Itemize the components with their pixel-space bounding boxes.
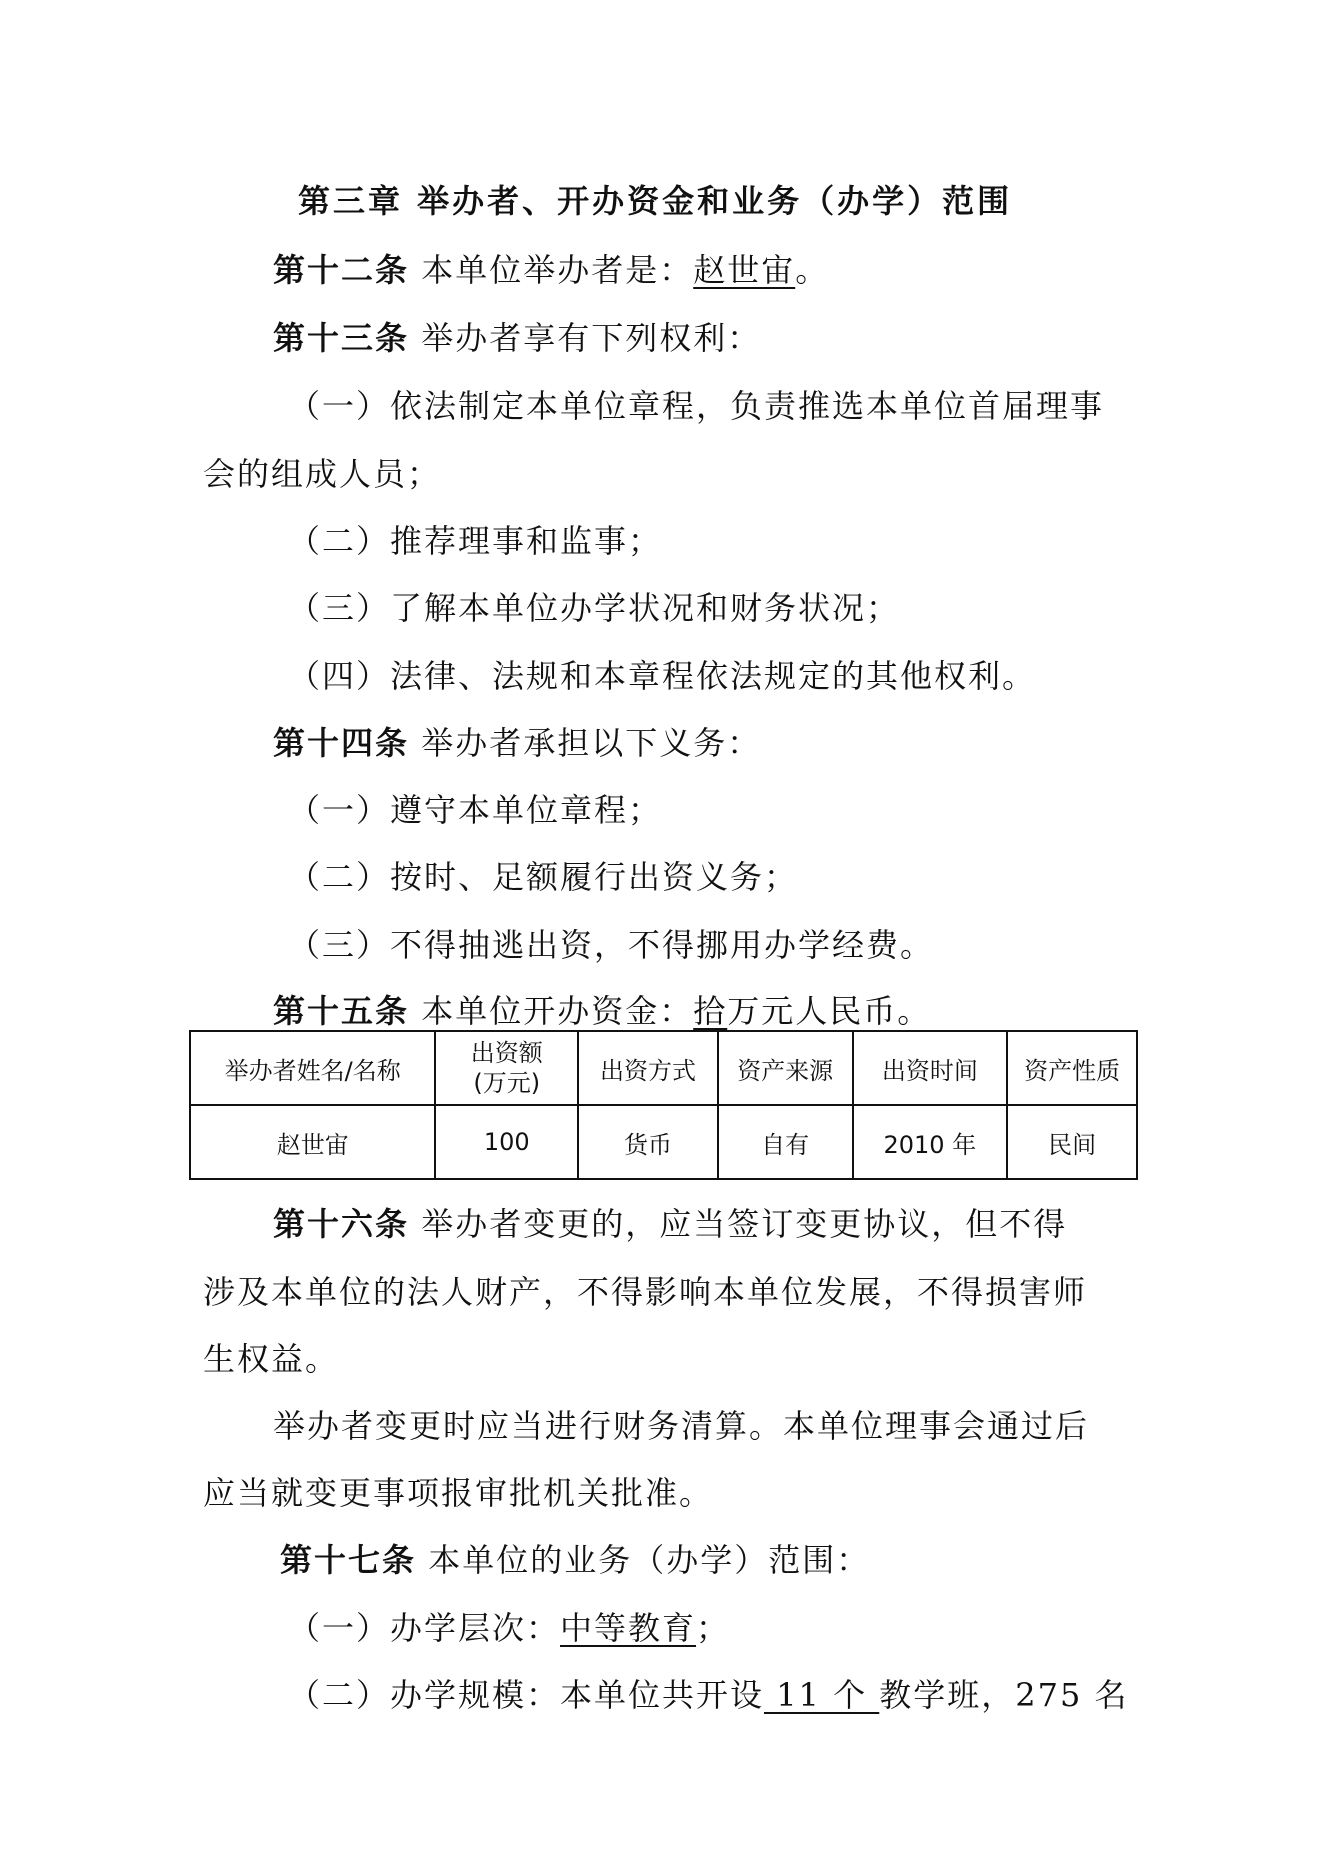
funding-table xyxy=(189,1030,1138,1180)
article-13-text: 举办者享有下列权利： xyxy=(421,319,762,357)
header-contribution-unit: (万元) xyxy=(473,1069,541,1097)
article-15-label: 第十五条 xyxy=(273,992,410,1030)
cell-source: 自有 xyxy=(718,1105,853,1179)
article-14-item-1: （一）遵守本单位章程； xyxy=(288,791,663,829)
cell-nature: 民间 xyxy=(1007,1105,1137,1179)
cell-time: 2010 年 xyxy=(853,1105,1008,1179)
sponsor-name: 赵世宙 xyxy=(693,251,796,289)
table-row xyxy=(190,1105,1137,1179)
header-nature: 资产性质 xyxy=(1007,1031,1137,1105)
cell-contribution: 100 xyxy=(435,1105,578,1179)
article-12-label: 第十二条 xyxy=(273,251,410,289)
article-12-end: 。 xyxy=(795,251,830,289)
article-17-item-1 xyxy=(288,1608,730,1648)
header-time: 出资时间 xyxy=(853,1031,1008,1105)
article-15-text: 本单位开办资金： xyxy=(421,992,694,1030)
article-13-label: 第十三条 xyxy=(273,319,410,357)
cell-method: 货币 xyxy=(578,1105,718,1179)
article-16 xyxy=(273,1204,1067,1244)
article-13-item-1-cont: 会的组成人员； xyxy=(203,455,442,493)
article-12 xyxy=(273,250,829,290)
cell-sponsor-name: 赵世宙 xyxy=(190,1105,435,1179)
article-16-line1: 举办者变更的，应当签订变更协议，但不得 xyxy=(421,1205,1068,1243)
header-contribution xyxy=(435,1031,578,1105)
article-16-line2: 涉及本单位的法人财产，不得影响本单位发展，不得损害师 xyxy=(203,1273,1088,1311)
article-16-line3: 生权益。 xyxy=(203,1340,340,1378)
item-1-prefix: （一）办学层次： xyxy=(288,1609,561,1647)
article-14-item-2: （二）按时、足额履行出资义务； xyxy=(288,858,799,896)
chapter-title: 第三章 举办者、开办资金和业务（办学）范围 xyxy=(298,182,1013,220)
article-13-item-2: （二）推荐理事和监事； xyxy=(288,522,663,560)
article-17-label: 第十七条 xyxy=(280,1541,417,1579)
article-17-text: 本单位的业务（办学）范围： xyxy=(428,1541,871,1579)
article-13-item-3: （三）了解本单位办学状况和财务状况； xyxy=(288,589,901,627)
article-14-item-3: （三）不得抽逃出资，不得挪用办学经费。 xyxy=(288,926,935,964)
article-17-item-2 xyxy=(288,1675,1129,1715)
header-source: 资产来源 xyxy=(718,1031,853,1105)
class-count: 11 个 xyxy=(764,1676,880,1714)
funding-amount: 拾 xyxy=(693,992,728,1030)
article-13-item-1: （一）依法制定本单位章程，负责推选本单位首届理事 xyxy=(288,387,1105,425)
article-16-para2-line2: 应当就变更事项报审批机关批准。 xyxy=(203,1474,714,1512)
article-14-label: 第十四条 xyxy=(273,724,410,762)
article-15 xyxy=(273,991,931,1031)
article-16-para2-line1: 举办者变更时应当进行财务清算。本单位理事会通过后 xyxy=(273,1407,1090,1445)
item-2-prefix: （二）办学规模：本单位共开设 xyxy=(288,1676,765,1714)
item-2-rest: 教学班，275 名 xyxy=(879,1676,1129,1714)
article-15-rest: 万元人民币。 xyxy=(727,992,932,1030)
header-contribution-line1: 出资额 xyxy=(470,1039,543,1067)
header-sponsor-name: 举办者姓名/名称 xyxy=(190,1031,435,1105)
article-17 xyxy=(280,1540,870,1580)
article-16-label: 第十六条 xyxy=(273,1205,410,1243)
article-14-text: 举办者承担以下义务： xyxy=(421,724,762,762)
header-method: 出资方式 xyxy=(578,1031,718,1105)
education-level: 中等教育 xyxy=(560,1609,697,1647)
article-13-item-4: （四）法律、法规和本章程依法规定的其他权利。 xyxy=(288,657,1037,695)
article-12-text: 本单位举办者是： xyxy=(421,251,694,289)
article-14 xyxy=(273,723,761,763)
article-13 xyxy=(273,318,761,358)
table-header-row xyxy=(190,1031,1137,1105)
item-1-end: ； xyxy=(696,1609,731,1647)
